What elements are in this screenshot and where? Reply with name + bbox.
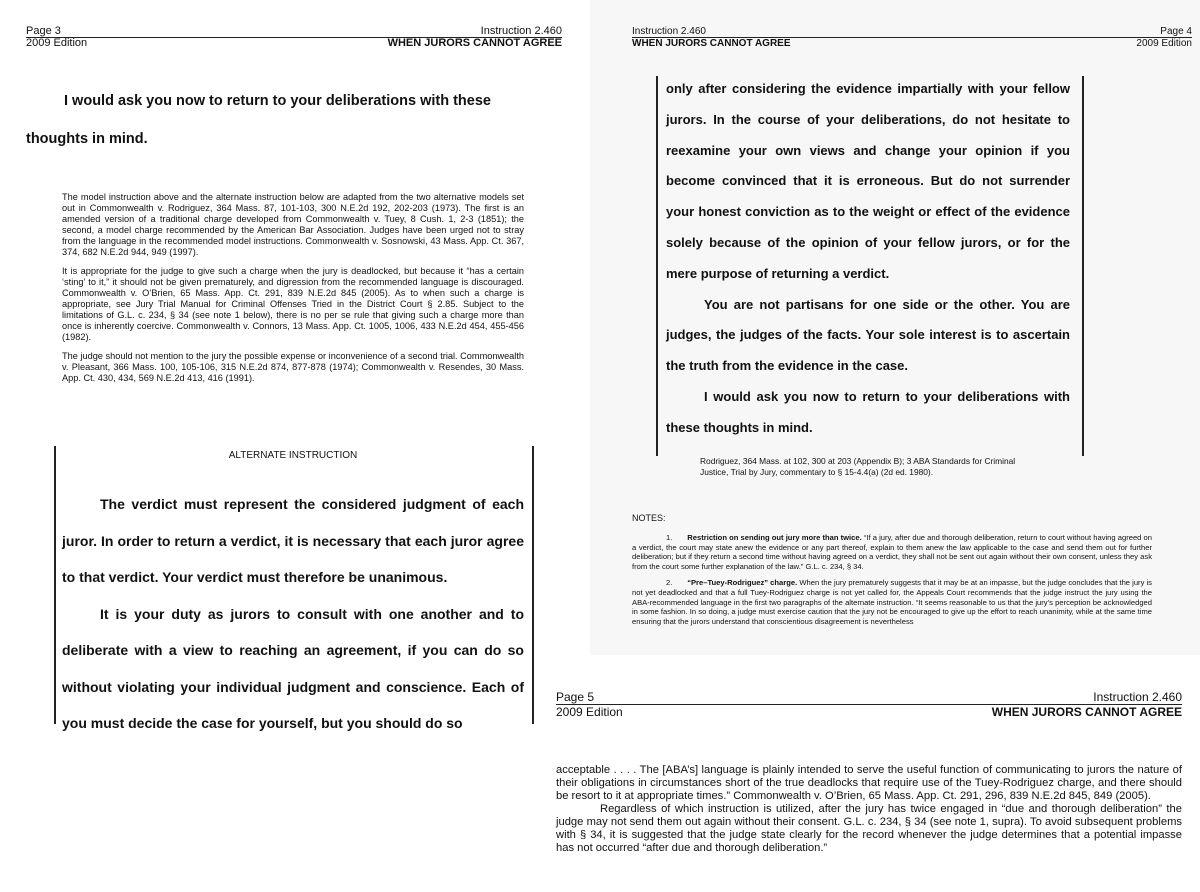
note-paragraph: The judge should not mention to the jury the possible expense or inconvenience of a second trial. Commonwealth v. Pleasant, 366 Mass. 100, 105-106, 315 N.E.2d 874, 877-878 (1974); Commonwealth v. Resendes, 30 Mass. App. Ct. 430, 434, 569 N.E.2d 413, 416 (1991). bbox=[62, 351, 524, 383]
instruction-continued bbox=[666, 74, 1070, 444]
opening-paragraph: I would ask you now to return to your deliberations with these thoughts in mind. bbox=[26, 93, 491, 147]
note-text: When the jury prematurely suggests that it may be at an impasse, but the judge concludes that the jury is not yet deadlocked and that a full Tuey-Rodriguez charge is not yet called for, the Appeals Court recommends that the judge instruct the jury using the ABA-recommended language in the first two paragraphs of the alternate instruction. “It seems reasonable to us that the jury’s perception be acknowledged in some fashion. In so doing, a judge must exercise caution that the jury not be encouraged to give up the effort to reach unanimity, while at the same time ensuring that the jurors understand that conscientious disagreement is nevertheless bbox=[632, 578, 1152, 626]
page-number: Page 3 bbox=[26, 25, 61, 37]
instruction-number: Instruction 2.460 bbox=[480, 25, 562, 37]
note-number: 1. bbox=[666, 533, 673, 542]
body-paragraph: Regardless of which instruction is utilized, after the jury has twice engaged in “due and thorough deliberation” the judge may not send them out again without their consent. G.L. c. 234, § 34 (see note 1, supra). To avoid subsequent problems with § 34, it is suggested that the judge state clearly for the record whenever the judge determines that a potential impasse has not occurred “after due and thorough deliberation.” bbox=[556, 803, 1182, 854]
note-item bbox=[632, 578, 1152, 626]
page-number: Page 4 bbox=[1160, 26, 1192, 37]
page-header bbox=[632, 26, 1192, 49]
edition: 2009 Edition bbox=[26, 37, 88, 49]
note-paragraph: The model instruction above and the alternate instruction below are adapted from the two alternative models set out in Commonwealth v. Rodriguez, 364 Mass. 87, 101-103, 300 N.E.2d 192, 202-203 (1973). The first is an amended version of a traditional charge developed from Commonwealth v. Tuey, 8 Cush. 1, 2-3 (1851); the second, a model charge recommended by the American Bar Association. Judges have been urged not to stray from the language in the recommended model instructions. Commonwealth v. Sosnowski, 43 Mass. App. Ct. 367, 374, 682 N.E.2d 944, 949 (1997). bbox=[62, 192, 524, 257]
page-gap bbox=[548, 655, 1200, 687]
margin-bar-left bbox=[656, 76, 658, 456]
header-title: WHEN JURORS CANNOT AGREE bbox=[632, 38, 791, 49]
instruction-number: Instruction 2.460 bbox=[1093, 690, 1182, 704]
page-header bbox=[556, 690, 1182, 719]
instruction-paragraph: I would ask you now to return to your deliberations with these thoughts in mind. bbox=[666, 388, 1070, 435]
note-item bbox=[632, 533, 1152, 571]
notes-block bbox=[62, 192, 524, 392]
note-text: “If a jury, after due and thorough deliberation, return to court without having agreed on a verdict, the court may state anew the evidence or any part thereof, explain to them anew the law applicable to the case and send them out for further deliberation; but if they return a second time without having agreed on a verdict, they shall not be sent out again without their own consent, unless they ask from the court some further explanation of the law.” G.L. c. 234, § 34. bbox=[632, 533, 1152, 571]
edition: 2009 Edition bbox=[556, 705, 623, 719]
header-title: WHEN JURORS CANNOT AGREE bbox=[991, 705, 1182, 719]
instruction-paragraph: You are not partisans for one side or the other. You are judges, the judges of the facts. Your sole interest is to ascertain the truth from the evidence in the case. bbox=[666, 296, 1070, 374]
document-page-4 bbox=[590, 0, 1200, 655]
alt-paragraph: It is your duty as jurors to consult with one another and to deliberate with a view to reaching an agreement, if you can do so without violating your individual judgment and conscience. Each of you must decide the case for yourself, but you should do so bbox=[62, 605, 524, 731]
page5-body bbox=[556, 764, 1182, 855]
header-title: WHEN JURORS CANNOT AGREE bbox=[387, 37, 562, 49]
note-paragraph: It is appropriate for the judge to give such a charge when the jury is deadlocked, but because it “has a certain ‘sting’ to it,” it should not be given prematurely, and digression from the recommended language is discouraged. Commonwealth v. O’Brien, 65 Mass. App. Ct. 291, 839 N.E.2d 845 (2005). As to when such a charge is appropriate, see Jury Trial Manual for Criminal Offenses Tried in the District Court § 2.85. Subject to the limitations of G.L. c. 234, § 34 (see note 1 below), there is no per se rule that giving such a charge more than once is inherently coercive. Commonwealth v. Connors, 13 Mass. App. Ct. 1005, 1006, 433 N.E.2d 454, 455-456 (1982). bbox=[62, 266, 524, 342]
page-header bbox=[26, 26, 562, 49]
body-paragraph: acceptable . . . . The [ABA’s] language is plainly intended to serve the useful function of communicating to jurors the nature of their obligations in circumstances short of the true deadlocks that require use of the Tuey-Rodriguez charge, and there should be resort to it at appropriate times.” Commonwealth v. O’Brien, 65 Mass. App. Ct. 291, 296, 839 N.E.2d 845, 849 (2005). bbox=[556, 764, 1182, 802]
edition: 2009 Edition bbox=[1136, 38, 1192, 49]
document-page-3 bbox=[0, 0, 590, 892]
page-number: Page 5 bbox=[556, 690, 595, 704]
instruction-paragraph: only after considering the evidence impartially with your fellow jurors. In the course of your deliberations, do not hesitate to reexamine your own views and change your opinion if you become convinced that it is erroneous. But do not surrender your honest conviction as to the weight or effect of the evidence solely because of the opinion of your fellow jurors, or for the mere purpose of returning a verdict. bbox=[666, 81, 1070, 281]
instruction-number: Instruction 2.460 bbox=[632, 26, 706, 37]
note-title: Restriction on sending out jury more than twice. bbox=[687, 533, 862, 542]
citation: Rodriguez, 364 Mass. at 102, 300 at 203 (Appendix B); 3 ABA Standards for Criminal Justice, Trial by Jury, commentary to § 15-4.4(a) (2d ed. 1980). bbox=[700, 456, 1016, 477]
margin-bar-right bbox=[1082, 76, 1084, 456]
alt-paragraph: The verdict must represent the considered judgment of each juror. In order to return a verdict, it is necessary that each juror agree to that verdict. Your verdict must therefore be unanimous. bbox=[62, 496, 524, 585]
note-title: “Pre–Tuey-Rodriguez” charge. bbox=[687, 578, 798, 588]
note-number: 2. bbox=[666, 578, 673, 588]
notes-heading: NOTES: bbox=[632, 513, 666, 523]
margin-bar-right bbox=[532, 446, 534, 724]
document-page-5 bbox=[548, 687, 1200, 892]
margin-bar-left bbox=[54, 446, 56, 724]
alt-heading: ALTERNATE INSTRUCTION bbox=[228, 450, 358, 461]
alternate-instruction bbox=[62, 486, 524, 742]
notes-list bbox=[632, 533, 1152, 633]
